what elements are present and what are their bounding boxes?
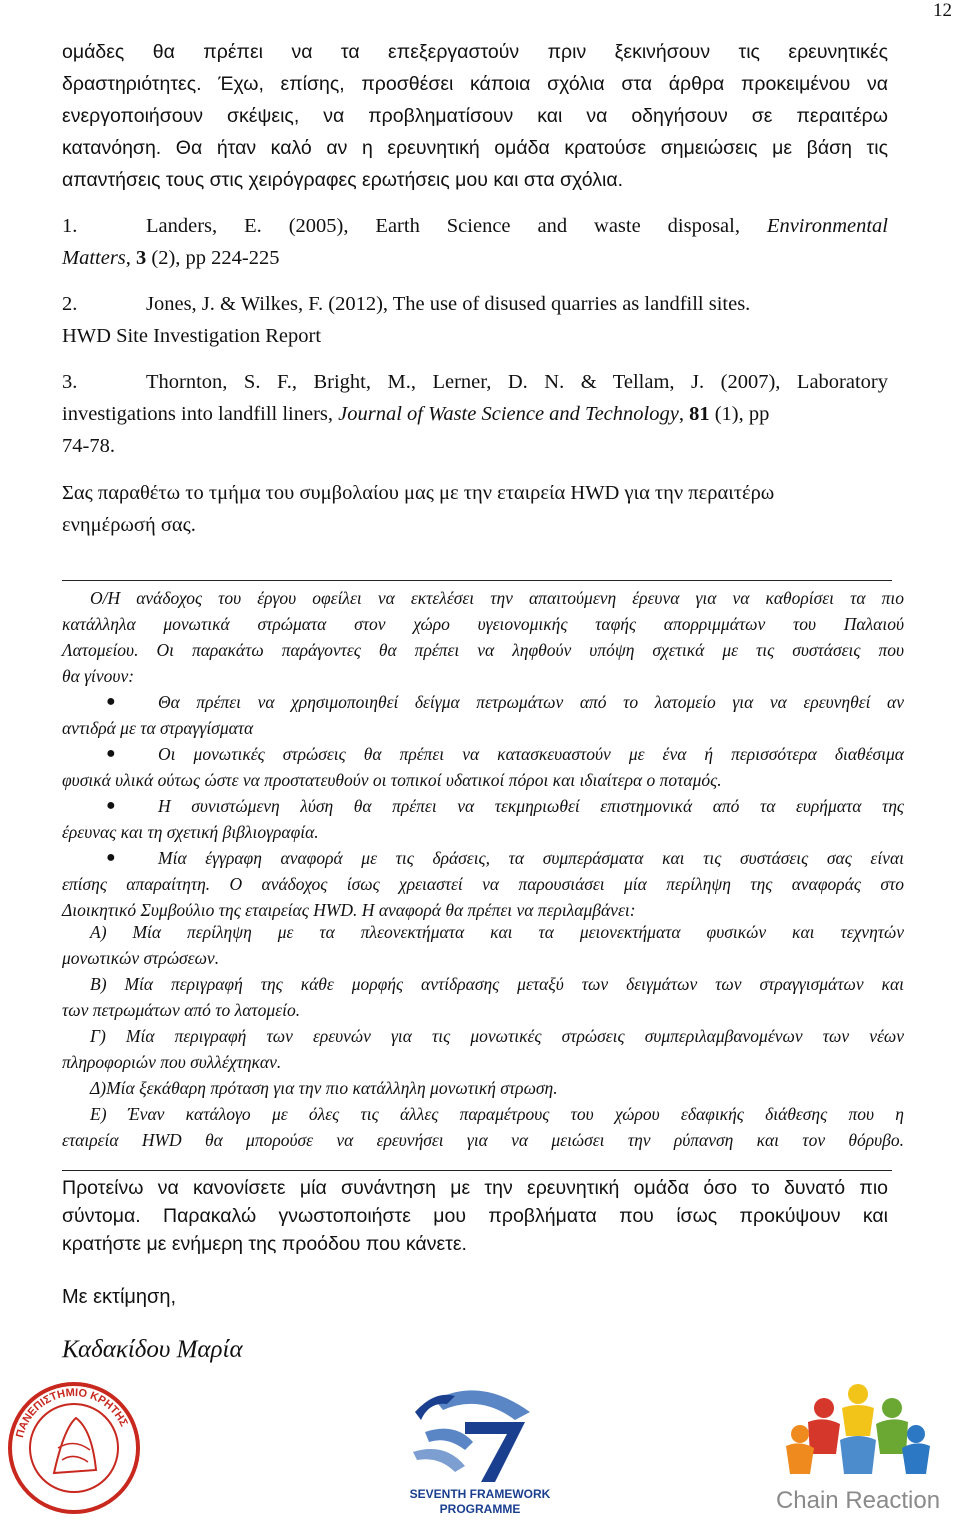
reference-text: HWD Site Investigation Report xyxy=(62,325,322,347)
contract-item-line: Β) Μία περιγραφή της κάθε μορφής αντίδρασης μεταξύ των δειγμάτων των στραγγισμάτων και xyxy=(90,974,904,994)
contract-bullet xyxy=(62,741,904,793)
reference-text: (2005), Earth Science and waste disposal, xyxy=(261,215,767,237)
contract-item xyxy=(62,1023,904,1075)
contract-item-line: πληροφοριών που συλλέχτηκαν. xyxy=(62,1052,282,1072)
bullet-text: φυσικά υλικά ούτως ώστε να προστατευθούν οι τοπικοί υδατικοί πόροι και ιδιαίτερα ο ποταμός. xyxy=(62,770,722,790)
closing-line: Προτείνω να κανονίσετε μία συνάντηση με την ερευνητική ομάδα όσο το δυνατό πιο xyxy=(62,1177,888,1199)
reference-authors: Landers, E. xyxy=(146,215,262,237)
bullet-text: Η συνιστώμενη λύση θα πρέπει να τεκμηριωθεί επιστημονικά από τα ευρήματα της xyxy=(158,796,904,816)
contract-line: κατάλληλα μονωτικά στρώματα στον χώρο υγειονομικής ταφής απορριμμάτων του Παλαιού xyxy=(62,614,904,634)
contract-item-line: μονωτικών στρώσεων. xyxy=(62,948,220,968)
bullet-icon: ● xyxy=(106,797,116,814)
bullet-text: έρευνας και τη σχετική βιβλιογραφία. xyxy=(62,822,319,842)
reference-1 xyxy=(62,210,888,274)
bullet-icon: ● xyxy=(106,849,116,866)
contract-intro-line: Σας παραθέτω το τμήμα του συμβολαίου μας με την εταιρεία HWD για την περαιτέρω xyxy=(62,482,775,504)
bullet-text: αντιδρά με τα στραγγίσματα xyxy=(62,718,254,738)
reference-text: Thornton, S. F., Bright, M., Lerner, D. N. & Tellam, J. (2007), Laboratory xyxy=(146,371,888,393)
reference-journal: Matters xyxy=(62,247,126,269)
reference-text: investigations into landfill liners, xyxy=(62,403,339,425)
page-number: 12 xyxy=(933,0,952,21)
salutation: Με εκτίμηση, xyxy=(62,1286,177,1308)
intro-line: ενεργοποιήσουν σκέψεις, να προβληματίσουν και να οδηγήσουν σε περαιτέρω xyxy=(62,105,888,127)
bullet-text: Διοικητικό Συμβούλιο της εταιρείας HWD. Η αναφορά θα πρέπει να περιλαμβάνει: xyxy=(62,900,636,920)
contract-item-line: Ε) Έναν κατάλογο με όλες τις άλλες παραμέτρους του χώρου εδαφικής διάθεσης που η xyxy=(90,1104,904,1124)
bullet-text: επίσης απαραίτητη. Ο ανάδοχος ίσως χρειαστεί να παρουσιάσει μία περίληψη της αναφοράς στο xyxy=(62,874,904,894)
signature: Καδακίδου Μαρία xyxy=(62,1336,243,1363)
closing-paragraph xyxy=(62,1174,888,1258)
contract-line: Λατομείου. Οι παρακάτω παράγοντες θα πρέπει να ληφθούν υπόψη σχετικά με τις συστάσεις που xyxy=(62,640,904,660)
reference-text: , xyxy=(678,403,690,425)
contract-item-line: Δ)Μία ξεκάθαρη πρόταση για την πιο κατάλληλη μονωτική στρωση. xyxy=(90,1078,558,1098)
fp7-line2: PROGRAMME xyxy=(439,1502,521,1516)
reference-number: 2. xyxy=(62,293,78,315)
contract-item-line: Α) Μία περίληψη με τα πλεονεκτήματα και τα μειονεκτήματα φυσικών και τεχνητών xyxy=(90,922,904,942)
contract-items xyxy=(62,919,904,1153)
contract-line: θα γίνουν: xyxy=(62,666,135,686)
reference-text: Jones, J. & Wilkes, F. (2012), The use of disused quarries as landfill sites. xyxy=(146,293,751,315)
contract-top-rule xyxy=(62,580,892,581)
chain-reaction-logo xyxy=(760,1374,956,1518)
chain-reaction-icon xyxy=(760,1374,956,1518)
fp7-logo xyxy=(395,1382,565,1518)
contract-block xyxy=(62,585,904,689)
intro-paragraph xyxy=(62,36,888,196)
reference-2 xyxy=(62,288,888,352)
reference-text: , xyxy=(125,247,137,269)
fp7-icon xyxy=(395,1382,565,1518)
contract-item-line: εταιρεία HWD θα μπορούσε να ερευνήσει για να μειώσει την ρύπανση και τον θόρυβο. xyxy=(62,1130,904,1150)
reference-text: 74-78. xyxy=(62,435,115,457)
bullet-icon: ● xyxy=(106,693,116,710)
bullet-text: Μία έγγραφη αναφορά με τις δράσεις, τα συμπεράσματα και τις συστάσεις σας είναι xyxy=(158,848,904,868)
bullet-text: Οι μονωτικές στρώσεις θα πρέπει να κατασκευαστούν με ένα ή περισσότερα διαθέσιμα xyxy=(158,744,904,764)
intro-line: κατανόηση. Θα ήταν καλό αν η ερευνητική ομάδα κρατούσε σημειώσεις με βάση τις xyxy=(62,137,888,159)
intro-line: ομάδες θα πρέπει να τα επεξεργαστούν πριν ξεκινήσουν τις ερευνητικές xyxy=(62,41,888,63)
contract-item-line: των πετρωμάτων από το λατομείο. xyxy=(62,1000,301,1020)
seal-text: ΠΑΝΕΠΙΣΤΗΜΙΟ ΚΡΗΤΗΣ xyxy=(14,1386,130,1440)
bullet-icon: ● xyxy=(106,745,116,762)
contract-intro-line: ενημέρωσή σας. xyxy=(62,514,196,536)
contract-bullet xyxy=(62,689,904,741)
reference-volume: 3 xyxy=(136,247,147,269)
intro-line: δραστηριότητες. Έχω, επίσης, προσθέσει κάποια σχόλια στα άρθρα προκειμένου να xyxy=(62,73,888,95)
university-seal-logo xyxy=(4,1378,144,1518)
contract-bullet xyxy=(62,845,904,923)
reference-text: (1), pp xyxy=(709,403,770,425)
closing-line: κρατήστε με ενήμερη της προόδου που κάνετε. xyxy=(62,1233,467,1255)
contract-intro xyxy=(62,477,888,541)
people-figures-icon xyxy=(786,1384,930,1474)
contract-item xyxy=(62,1101,904,1153)
contract-bottom-rule xyxy=(62,1170,892,1171)
closing-line: σύντομα. Παρακαλώ γνωστοποιήστε μου προβλήματα που ίσως προκύψουν και xyxy=(62,1205,888,1227)
reference-text: (2), pp 224-225 xyxy=(146,247,280,269)
reference-number: 1. xyxy=(62,215,78,237)
contract-item xyxy=(62,919,904,971)
bullet-text: Θα πρέπει να χρησιμοποιηθεί δείγμα πετρωμάτων από το λατομείο για να ερευνηθεί αν xyxy=(158,692,904,712)
contract-bullet xyxy=(62,793,904,845)
fp7-line1: SEVENTH FRAMEWORK xyxy=(409,1487,551,1501)
reference-number: 3. xyxy=(62,371,78,393)
contract-item-line: Γ) Μία περιγραφή των ερευνών για τις μονωτικές στρώσεις συμπεριλαμβανομένων των νέων xyxy=(90,1026,904,1046)
intro-line: απαντήσεις τους στις χειρόγραφες ερωτήσεις μου και στα σχόλια. xyxy=(62,169,624,191)
contract-line: Ο/Η ανάδοχος του έργου οφείλει να εκτελέσει την απαιτούμενη έρευνα για να καθορίσει τα πιο xyxy=(90,588,904,608)
reference-volume: 81 xyxy=(689,403,710,425)
contract-item xyxy=(62,971,904,1023)
contract-item xyxy=(62,1075,904,1101)
reference-3 xyxy=(62,366,888,462)
reference-journal: Environmental xyxy=(766,215,888,237)
chain-reaction-text: Chain Reaction xyxy=(775,1487,941,1514)
seal-icon xyxy=(4,1378,144,1518)
reference-journal: Journal of Waste Science and Technology xyxy=(338,403,679,425)
